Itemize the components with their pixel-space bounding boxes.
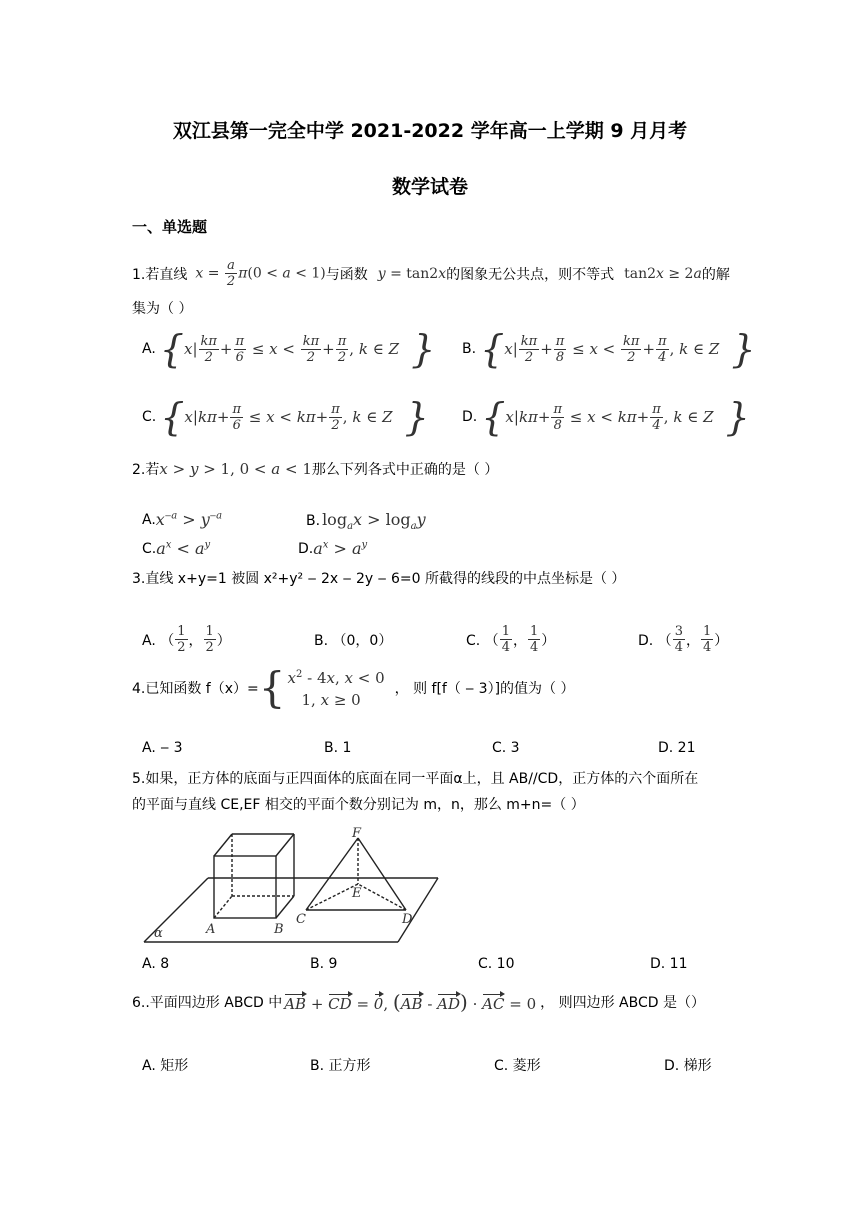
q1-option-b-expr: { x | $\frac{k\pi}{2}$ + $\frac{\pi}{8}$ ≤ x < $\frac{k\pi}{2}$ + $\frac{\pi}{4}$ , k ∈ Z }	[480, 327, 756, 371]
q2-option-b-label: B.	[306, 513, 321, 530]
q1-line-equation: x = $\frac{a}{2}$ π(0 < a < 1)	[195, 258, 326, 289]
q2-option-d-label: D.	[298, 540, 314, 557]
q3-option-d-label: D. （	[638, 632, 672, 649]
q5-figure-label-d: D	[402, 912, 413, 927]
question-4-stem	[132, 664, 575, 711]
question-3-stem: 3.直线 x+y=1 被圆 x²+y² ‒ 2x ‒ 2y ‒ 6=0 所截得的线段的中点坐标是（ ）	[132, 571, 626, 587]
q3-option-c-label: C. （	[466, 632, 499, 649]
question-5-stem-line2: 的平面与直线 CE,EF 相交的平面个数分别记为 m，n，那么 m+n=（ ）	[132, 797, 585, 813]
q6-option-b[interactable]: B. 正方形	[310, 1058, 371, 1074]
q5-geometry-figure	[136, 818, 446, 952]
q2-option-c-expr: $a^x < a^y$	[156, 539, 211, 558]
q1-option-a[interactable]	[142, 327, 436, 371]
q2-option-d-expr: $a^x > a^y$	[313, 539, 368, 558]
q1-option-a-label: A.	[142, 341, 156, 357]
q2-option-d[interactable]	[298, 539, 367, 558]
q2-option-b-expr: $\log_ax > \log_ay$	[322, 510, 426, 533]
q5-option-b[interactable]: B. 9	[310, 956, 338, 972]
q5-option-c[interactable]: C. 10	[478, 956, 515, 972]
q4-option-c[interactable]: C. 3	[492, 740, 520, 756]
q2-stem-part-b: 那么下列各式中正确的是（ ）	[311, 462, 499, 478]
q1-stem-part-c: 的图象无公共点，则不等式	[446, 266, 615, 283]
q6-option-a[interactable]: A. 矩形	[142, 1058, 189, 1074]
q2-option-c-label: C.	[142, 540, 157, 557]
q1-option-d[interactable]	[462, 395, 750, 439]
q5-figure-label-b: B	[274, 922, 284, 937]
q6-option-c[interactable]: C. 菱形	[494, 1058, 541, 1074]
section-heading: 一、单选题	[132, 218, 208, 236]
q5-figure-label-f: F	[352, 826, 362, 841]
q6-option-d[interactable]: D. 梯形	[664, 1058, 712, 1074]
q1-option-a-expr: { x | $\frac{k\pi}{2}$ + $\frac{\pi}{6}$ ≤ x < $\frac{k\pi}{2}$ + $\frac{\pi}{2}$ , k ∈ Z }	[159, 327, 436, 371]
q4-option-b[interactable]: B. 1	[324, 740, 352, 756]
page-title: 双江县第一完全中学 2021-2022 学年高一上学期 9 月月考	[172, 120, 688, 142]
q4-piecewise-cases: $x^2 - 4x$, x < 0 1, x ≥ 0	[287, 669, 385, 709]
q2-option-a-label: A.	[142, 511, 156, 528]
q5-figure-label-a: A	[206, 922, 216, 937]
q3-option-d[interactable]: D. （ $\frac{3}{4}$ ， $\frac{1}{4}$ ）	[638, 624, 729, 655]
q6-vector-condition: AB + CD = 0, (AB - AD) · AC = 0	[284, 990, 537, 1014]
q4-option-a[interactable]: A. ‒ 3	[142, 740, 183, 756]
q4-piecewise-brace: {	[258, 662, 286, 712]
q3-option-a[interactable]: A. （ $\frac{1}{2}$ ， $\frac{1}{2}$ ）	[142, 624, 231, 655]
q3-option-b-label: B. （0，0）	[314, 633, 393, 649]
q2-option-a[interactable]	[142, 510, 222, 529]
q2-option-a-expr: $x^{‒a} > y^{‒a}$	[155, 510, 223, 529]
q1-stem-part-b: 与函数	[325, 266, 368, 283]
q5-option-a[interactable]: A. 8	[142, 956, 170, 972]
question-6-stem	[132, 990, 705, 1014]
q1-stem-line2: 集为（ ）	[132, 301, 193, 317]
q2-condition: x > y > 1, 0 < a < 1	[159, 460, 312, 478]
q1-option-c-label: C.	[142, 409, 157, 425]
q1-option-b-label: B.	[462, 341, 477, 357]
q1-option-c[interactable]	[142, 395, 429, 439]
q3-option-b[interactable]	[314, 630, 392, 650]
q4-stem-part-a: 4.已知函数 f（x）=	[132, 680, 259, 697]
q5-figure-label-alpha: α	[154, 926, 163, 941]
q1-stem-part-d: 的解	[701, 266, 730, 283]
q1-option-d-label: D.	[462, 409, 478, 425]
q1-function: y = tan2x	[377, 265, 447, 282]
q1-option-d-expr: { x | kπ + $\frac{\pi}{8}$ ≤ x < kπ + $\frac{\pi}{4}$ , k ∈ Z }	[481, 395, 750, 439]
question-1-stem	[132, 258, 730, 289]
q2-option-b[interactable]	[306, 510, 426, 532]
q2-stem-part-a: 2.若	[132, 462, 160, 478]
q6-stem-part-b: ， 则四边形 ABCD 是（）	[540, 995, 705, 1011]
q5-option-d[interactable]: D. 11	[650, 956, 688, 972]
q1-option-b[interactable]	[462, 327, 756, 371]
q5-figure-label-c: C	[296, 912, 306, 927]
q5-figure-label-e: E	[352, 886, 362, 901]
q3-option-c[interactable]: C. （ $\frac{1}{4}$ ， $\frac{1}{4}$ ）	[466, 624, 556, 655]
q1-stem-part-a: 1.若直线	[132, 266, 188, 283]
q1-inequality: tan2x ≥ 2a	[624, 265, 702, 282]
q6-stem-part-a: 6..平面四边形 ABCD 中	[132, 995, 283, 1011]
q1-option-c-expr: { x | kπ + $\frac{\pi}{6}$ ≤ x < kπ + $\frac{\pi}{2}$ , k ∈ Z }	[160, 395, 429, 439]
question-5-stem-line1: 5.如果，正方体的底面与正四面体的底面在同一平面α上，且 AB//CD，正方体的六个面所在	[132, 771, 699, 787]
q2-option-c[interactable]	[142, 539, 210, 558]
q3-option-a-label: A. （	[142, 632, 175, 649]
q4-option-d[interactable]: D. 21	[658, 740, 696, 756]
page-subtitle: 数学试卷	[391, 176, 468, 198]
q4-stem-part-b: ， 则 f[f（ ‒ 3）]的值为（ ）	[394, 680, 575, 697]
question-2-stem	[132, 459, 498, 479]
